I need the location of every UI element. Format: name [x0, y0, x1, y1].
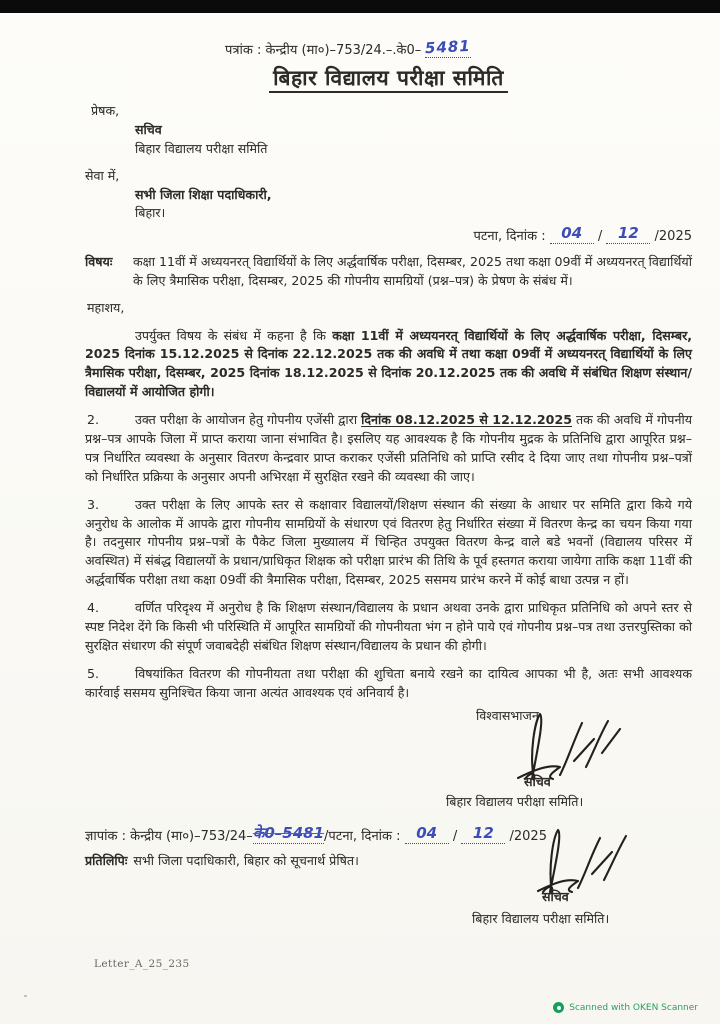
- signatory-role: सचिव: [524, 773, 551, 789]
- sender-label: प्रेषक,: [91, 103, 120, 118]
- letter-ref-line: [225, 36, 692, 61]
- signatory-org: बिहार विद्यालय परीक्षा समिति।: [446, 793, 584, 809]
- document-id-stamp: Letter_A_25_235: [94, 958, 190, 970]
- recipient-place: बिहार।: [135, 205, 166, 221]
- paragraph-3: [85, 496, 692, 590]
- handwritten-month: 12: [617, 224, 639, 243]
- p2-number: 2.: [87, 412, 100, 428]
- p4-number: 4.: [87, 600, 100, 616]
- date-prefix: पटना, दिनांक :: [473, 229, 546, 245]
- subject-text: कक्षा 11वीं में अध्ययनरत् विद्यार्थियों के लिए अर्द्धवार्षिक परीक्षा, दिसम्बर, 2025 तथा कक्षा 09वीं में अध्ययनरत् विद्यार्थियों के लिए त्रैमासिक परीक्षा, दिसम्बर, 2025 की गोपनीय सामग्रियों (प्रश्न–पत्र) के प्रेषण के संबंध में।: [133, 253, 692, 288]
- memo-prefix: ज्ञापांक : केन्द्रीय (मा०)–753/24–: [85, 828, 253, 844]
- closing-signature-block: [446, 707, 676, 813]
- p1-bold-text: कक्षा 11वीं में अध्ययनरत् विद्यार्थियों के लिए अर्द्धवार्षिक परीक्षा, दिसम्बर, 2025 दिनांक 15.12.2025 से दिनांक 22.12.2025 तक की अवधि में तथा कक्षा 09वीं में अध्ययनरत् विद्यार्थियों के लिए त्रैमासिक परीक्षा, दिसम्बर, 2025 दिनांक 18.12.2025 से दिनांक 20.12.2025 तक की अवधि में संबंधित शिक्षण संस्थान/विद्यालयों में आयोजित होगी।: [85, 327, 692, 400]
- signature-scrawl-icon: [498, 709, 648, 783]
- memo-mid: /पटना, दिनांक :: [324, 828, 401, 844]
- memo-year: /2025: [509, 828, 547, 844]
- day-blank: [550, 224, 594, 244]
- memo-blank: [252, 823, 325, 844]
- subject-block: [85, 253, 692, 291]
- scan-speck-artifact: [24, 995, 27, 997]
- second-signatory-role: सचिव: [542, 889, 569, 905]
- p3-number: 3.: [87, 496, 100, 512]
- recipient-label: सेवा में,: [85, 167, 120, 183]
- letterhead-title: बिहार विद्यालय परीक्षा समिति: [85, 63, 692, 95]
- signature-scrawl-icon-2: [522, 826, 662, 896]
- copy-line: [85, 852, 462, 926]
- ref-number-blank: [424, 36, 472, 58]
- memo-slash: /: [452, 828, 458, 844]
- p3-text: उक्त परीक्षा के लिए आपके स्तर से कक्षावार विद्यालयों/शिक्षण संस्थान की संख्या के आधार पर समिति द्वारा किये गये अनुरोध के आलोक में आपके द्वारा गोपनीय सामग्रियों के संधारण एवं वितरण हेतु निर्धारित संख्या में वितरण केन्द्र का चयन किया गया है। तदनुसार गोपनीय प्रश्न–पत्रों के पैकेट जिला मुख्यालय में चिन्हित उपयुक्त वितरण केन्द्र वाले बडे भवनों (विद्यालय परिसर में अवस्थित) में संबंद्ध विद्यालयों के प्रधान/प्राधिकृत शिक्षक को परीक्षा प्रारंभ की तिथि के पूर्व हस्तगत कराया जायेगा ताकि कक्षा 11वीं की अर्द्धवार्षिक परीक्षा तथा कक्षा 09वीं की त्रैमासिक परीक्षा, दिसम्बर, 2025 ससमय प्रारंभ करने में कोई बाधा उत्पन्न न हों।: [85, 496, 692, 588]
- paragraph-5: [85, 665, 692, 703]
- oken-scanner-icon: [553, 1002, 564, 1013]
- handwritten-ref-number: 5481: [424, 36, 472, 58]
- handwritten-memo-number: के0–5481: [252, 823, 325, 842]
- sender-role: सचिव: [135, 121, 162, 137]
- second-signature-block: [462, 823, 692, 927]
- date-slash: /: [597, 229, 603, 245]
- place-date-line: [85, 224, 692, 247]
- paragraph-2: [85, 411, 692, 487]
- sender-block: [85, 102, 692, 159]
- salutation: महाशय,: [87, 299, 125, 315]
- handwritten-memo-month: 12: [472, 823, 494, 842]
- memo-day-blank: [405, 823, 449, 844]
- scanner-watermark: [553, 1002, 698, 1013]
- sender-org: बिहार विद्यालय परीक्षा समिति: [135, 140, 268, 156]
- p5-number: 5.: [87, 665, 100, 681]
- p2-pre: उक्त परीक्षा के आयोजन हेतु गोपनीय एजेंसी द्वारा: [135, 412, 362, 428]
- handwritten-memo-day: 04: [416, 823, 438, 842]
- ref-label: पत्रांक : केन्द्रीय (मा०)–753/24.–.के0–: [225, 43, 422, 58]
- copy-row: [85, 852, 692, 926]
- copy-label: प्रतिलिपिः: [85, 853, 128, 869]
- second-signatory-org: बिहार विद्यालय परीक्षा समिति।: [472, 911, 610, 927]
- p5-text: विषयांकित वितरण की गोपनीयता तथा परीक्षा की शुचिता बनाये रखने का दायित्व आपका भी है, अतः सभी आवश्यक कार्रवाई ससमय सुनिश्चित किया जाना अत्यंत आवश्यक एवं अनिवार्य है।: [85, 665, 692, 700]
- recipient-name: सभी जिला शिक्षा पदाधिकारी,: [135, 186, 272, 202]
- p2-post: तक की अवधि में गोपनीय प्रश्न–पत्र आपके जिला में प्राप्त कराया जाना संभावित है। इसलिए यह आवश्यक है कि गोपनीय मुद्रक के प्रतिनिधि द्वारा आपूरित प्रश्न–पत्र निर्धारित व्यवस्था के अनुसार वितरण केन्द्रवार प्राप्त कराकर एजेंसी प्रतिनिधि को प्राप्ति रसीद दे दिया जाए तथा गोपनीय प्रश्न–पत्रों को निर्धारित प्रक्रिया के अनुसार अपनी अभिरक्षा में सुरक्षित रखने की व्यवस्था की जाए।: [85, 412, 693, 484]
- letter-content: [85, 36, 693, 927]
- paragraph-4: [85, 599, 692, 656]
- copy-text: सभी जिला पदाधिकारी, बिहार को सूचनार्थ प्रेषित।: [133, 853, 359, 869]
- p4-text: वर्णित परिदृश्य में अनुरोध है कि शिक्षण संस्थान/विद्यालय के प्रधान अथवा उनके द्वारा प्राधिकृत प्रतिनिधि को अपने स्तर से स्पष्ट निदेश देंगे कि किसी भी परिस्थिति में आपूरित सामग्रियों की गोपनीयता भंग न होने पाये एवं गोपनीय प्रश्न–पत्र तथा उत्तरपुस्तिका को सुरक्षित संधारण की संपूर्ण जवाबदेही संबंधित शिक्षण संस्थान/विद्यालय के प्रधान की होगी।: [85, 600, 692, 653]
- letter-sheet: [0, 13, 720, 1024]
- p2-dates: दिनांक 08.12.2025 से 12.12.2025: [361, 412, 572, 428]
- scan-edge-artifact: [0, 0, 720, 13]
- recipient-block: [85, 167, 692, 224]
- date-year: /2025: [654, 229, 692, 245]
- scanner-watermark-text: Scanned with OKEN Scanner: [569, 1002, 698, 1013]
- p1-intro: उपर्युक्त विषय के संबंध में कहना है कि: [135, 327, 333, 343]
- subject-label: विषयः: [85, 253, 113, 269]
- month-blank: [606, 224, 650, 244]
- handwritten-day: 04: [561, 224, 583, 243]
- valediction: विश्वासभाजन: [476, 707, 539, 723]
- paragraph-1: [85, 327, 692, 403]
